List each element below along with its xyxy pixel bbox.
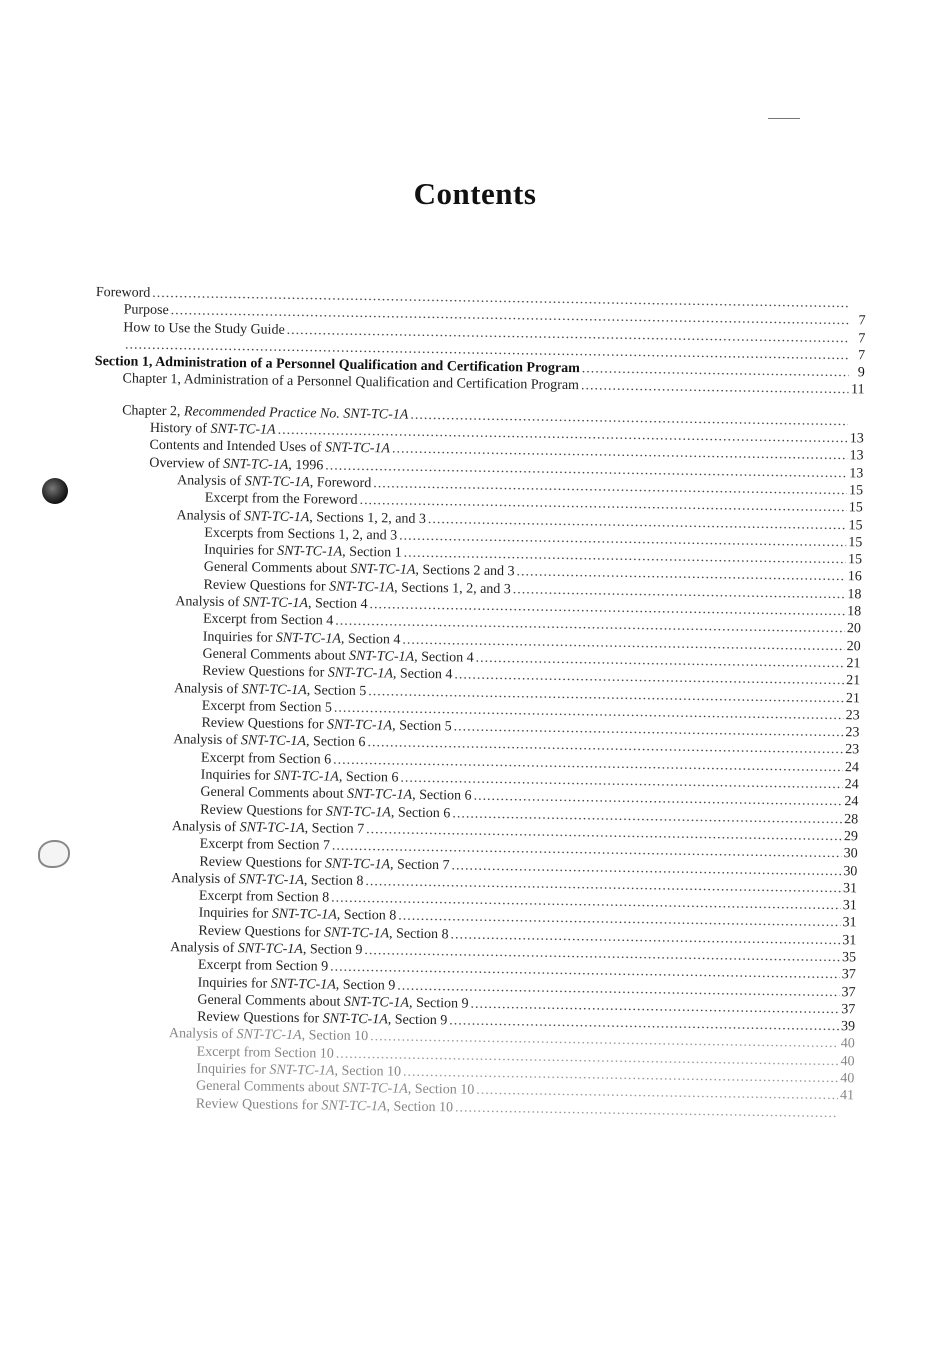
toc-page-number: 18	[847, 586, 862, 603]
toc-page-number: 28	[844, 811, 859, 827]
toc-entry-title: Excerpt from Section 7	[199, 836, 331, 854]
toc-entry-title: General Comments about SNT-TC-1A, Section 4	[202, 646, 474, 666]
toc-page-number: 13	[849, 465, 864, 482]
toc-entry-title: Excerpt from Section 5	[201, 698, 333, 716]
toc-entry-title: Review Questions for SNT-TC-1A, Sections 1, 2, and 3	[203, 577, 511, 597]
toc-page-number: 31	[842, 932, 857, 949]
toc-page-number: 24	[844, 777, 859, 793]
toc-page-number: 30	[843, 846, 858, 862]
toc-page-number: 39	[840, 1019, 856, 1035]
toc-entry-title: General Comments about SNT-TC-1A, Section 6	[200, 784, 472, 804]
toc-entry-title: Review Questions for SNT-TC-1A, Section 5	[201, 715, 452, 735]
toc-page-number: 23	[845, 707, 860, 724]
toc-entry-title: Analysis of SNT-TC-1A, Section 4	[175, 594, 368, 613]
toc-page-number: 15	[848, 483, 864, 499]
toc-page-number: 40	[840, 1071, 855, 1087]
toc-page-number: 20	[846, 621, 862, 637]
toc-entry-title: Review Questions for SNT-TC-1A, Section 9	[197, 1009, 448, 1029]
toc-entry-title: Review Questions for SNT-TC-1A, Section 4	[202, 663, 453, 683]
dot-leader	[581, 378, 849, 399]
toc-page-number: 40	[840, 1036, 855, 1052]
toc-entry-title: History of SNT-TC-1A	[149, 420, 276, 438]
toc-page-number: 21	[845, 690, 861, 706]
toc-page-number: 15	[847, 552, 863, 568]
toc-entry-title: Chapter 1, Administration of a Personnel Qualification and Certification Program	[122, 371, 580, 394]
toc-page-number: 9	[857, 365, 865, 381]
binder-hole-outline-icon	[38, 840, 70, 868]
toc-entry-title: Inquiries for SNT-TC-1A, Section 6	[200, 767, 399, 786]
toc-entry-title: General Comments about SNT-TC-1A, Sections 2 and 3	[203, 560, 515, 580]
toc-entry-title: General Comments about SNT-TC-1A, Section 9	[197, 992, 469, 1012]
toc-page-number: 35	[841, 950, 857, 966]
toc-entry-title: Inquiries for SNT-TC-1A, Section 9	[197, 975, 396, 994]
toc-entry-title: General Comments about SNT-TC-1A, Section 10	[195, 1078, 475, 1099]
toc-entry-title: Analysis of SNT-TC-1A, Section 10	[168, 1026, 369, 1045]
toc-page-number: 7	[858, 313, 866, 329]
toc-page-number: 15	[848, 500, 863, 516]
toc-entry-title: Inquiries for SNT-TC-1A, Section 1	[203, 542, 402, 561]
toc-entry-title: Analysis of SNT-TC-1A, Foreword	[176, 473, 372, 492]
toc-entry-title: Review Questions for SNT-TC-1A, Section 8	[198, 923, 449, 942]
toc-page-number: 37	[841, 1002, 856, 1018]
toc-page-number: 7	[858, 330, 866, 347]
toc-entry-title: Inquiries for SNT-TC-1A, Section 4	[202, 629, 401, 648]
toc-page-number: 15	[848, 535, 863, 551]
toc-page-number: 23	[845, 742, 860, 758]
toc-entry-title: Review Questions for SNT-TC-1A, Section 10	[195, 1096, 454, 1116]
toc-entry-title: Excerpt from Section 10	[196, 1044, 334, 1062]
toc-page-number: 15	[848, 517, 863, 533]
toc-page-number: 13	[849, 431, 864, 447]
toc-entry-title: Foreword	[95, 284, 151, 301]
toc-page-number: 31	[842, 915, 857, 931]
toc-entry-title: Excerpt from Section 4	[202, 611, 334, 629]
toc-entry-title: Analysis of SNT-TC-1A, Section 6	[173, 732, 366, 751]
toc-page-number: 21	[846, 673, 861, 689]
toc-page-number: 37	[841, 984, 856, 1000]
toc-page-number: 37	[841, 967, 856, 983]
binder-hole-icon	[42, 478, 68, 504]
toc-entry-title: Section 1, Administration of a Personnel Qualification and Certification Program	[94, 354, 580, 377]
toc-page-number: 7	[857, 348, 866, 364]
toc-page-number: 31	[842, 898, 857, 914]
toc-entry-title: Excerpt from Section 8	[198, 888, 330, 906]
toc-entry-title: Analysis of SNT-TC-1A, Sections 1, 2, and 3	[176, 507, 427, 527]
toc-page-number: 29	[843, 829, 858, 845]
toc-entry-title: Analysis of SNT-TC-1A, Section 8	[171, 870, 364, 889]
toc-entry-title: Excerpts from Sections 1, 2, and 3	[204, 525, 398, 544]
table-of-contents	[84, 284, 866, 1122]
toc-entry-title: Excerpt from Section 9	[197, 957, 329, 975]
toc-page-number: 40	[840, 1053, 855, 1070]
toc-entry-title: Overview of SNT-TC-1A, 1996	[149, 455, 324, 474]
toc-entry-title: Analysis of SNT-TC-1A, Section 5	[173, 680, 367, 699]
toc-page-number: 23	[845, 725, 860, 741]
toc-page-number: 21	[846, 656, 861, 672]
toc-page-number: 24	[844, 759, 860, 776]
toc-page-number: 13	[849, 448, 864, 464]
toc-page-number: 18	[847, 604, 862, 620]
toc-entry-title: Review Questions for SNT-TC-1A, Section 6	[200, 802, 451, 821]
toc-entry-title: Inquiries for SNT-TC-1A, Section 10	[196, 1061, 402, 1080]
toc-entry-title: How to Use the Study Guide	[123, 320, 285, 338]
page-title: Contents	[413, 176, 537, 211]
toc-page-number: 41	[839, 1088, 855, 1104]
toc-entry-title: Analysis of SNT-TC-1A, Section 7	[171, 819, 365, 837]
toc-entry-title: Review Questions for SNT-TC-1A, Section 7	[199, 854, 450, 873]
toc-entry-title: Contents and Intended Uses of SNT-TC-1A	[149, 438, 391, 457]
toc-page-number: 16	[847, 569, 862, 585]
toc-page-number: 31	[843, 880, 858, 897]
toc-entry-title: Analysis of SNT-TC-1A, Section 9	[170, 940, 363, 959]
toc-entry-title: Excerpt from the Foreword	[204, 490, 358, 509]
scan-rule-mark	[768, 118, 800, 119]
toc-page-number: 30	[843, 863, 858, 879]
toc-entry-title: Purpose	[123, 302, 169, 319]
toc-entry-title: Inquiries for SNT-TC-1A, Section 8	[198, 905, 397, 924]
toc-entry-title: Excerpt from Section 6	[200, 750, 332, 768]
toc-page-number: 20	[846, 638, 861, 655]
toc-page-number: 24	[844, 794, 859, 810]
toc-entry-title: Chapter 2, Recommended Practice No. SNT-TC-1A	[122, 403, 409, 423]
toc-page-number: 11	[850, 382, 865, 398]
